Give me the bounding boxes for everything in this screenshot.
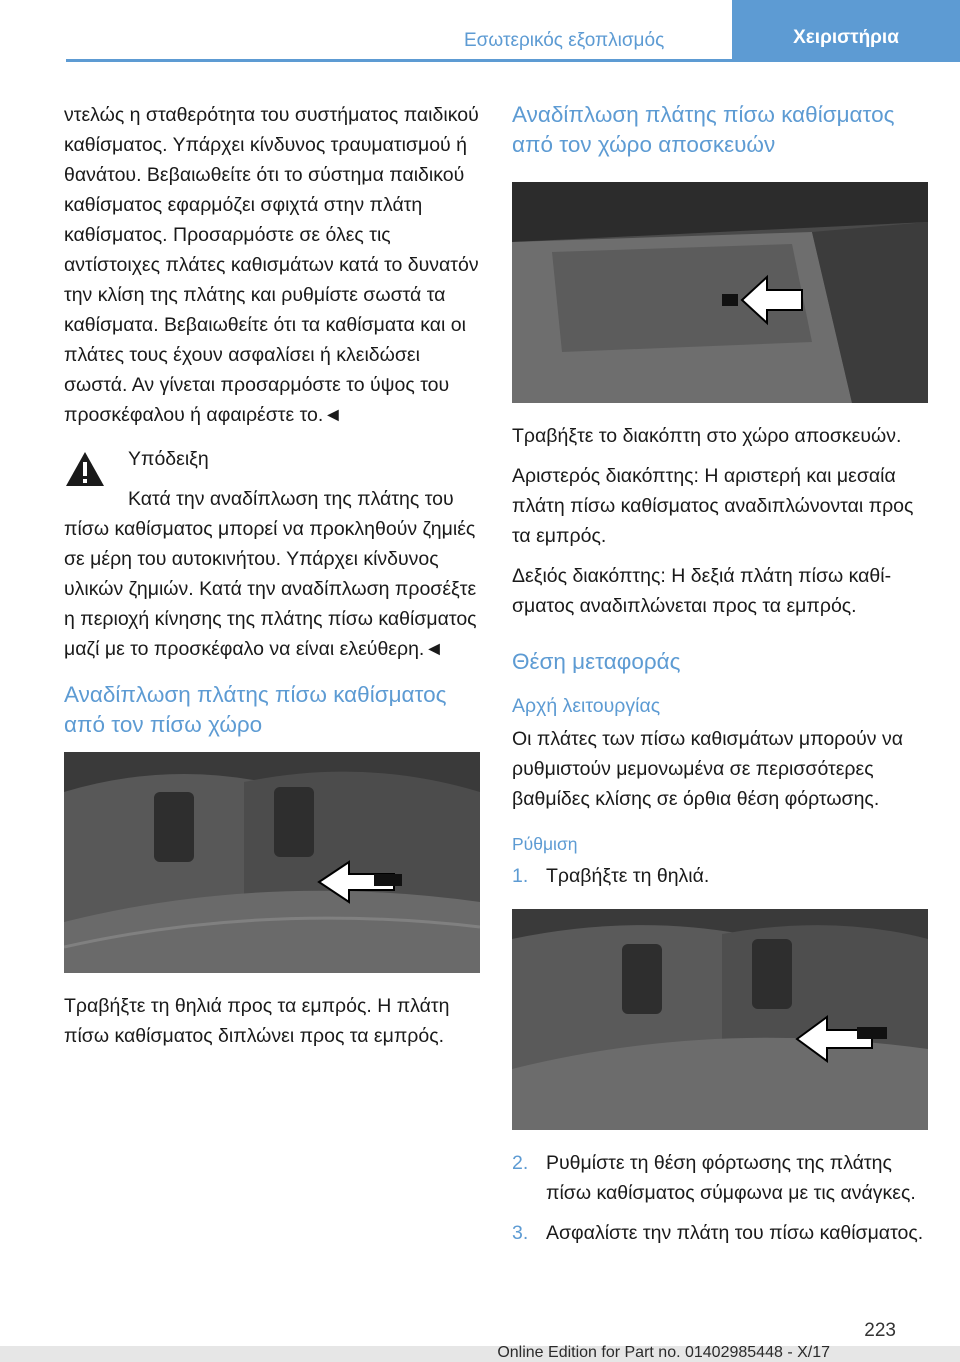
- heading-fold-from-trunk: Αναδίπλωση πλάτης πίσω καθίσματος από τον χώρο αποσκευών: [512, 102, 895, 157]
- caption-pull-loop: Τραβήξτε τη θηλιά προς τα εμπρός. Η πλάτη πίσω καθίσματος διπλώνει προς τα εμπρός.: [64, 995, 450, 1047]
- intro-paragraph: ντελώς η σταθερότητα του συστήματος παιδικού καθίσματος. Υπάρχει κίνδυνος τραυματισμού ή θανάτου. Βεβαιωθείτε ότι το σύστημα παιδικού καθίσματος εφαρμόζει σφιχτά στην πλάτη καθίσματος. Προσαρμόστε σε όλες τις αντίστοιχες πλάτες καθισμάτων κατά το δυνατόν την κλίση της πλάτης και ρυθμίστε σωστά τα καθίσματα. Βεβαιωθείτε ότι τα καθίσματα και οι πλάτες τους έχουν ασφαλίσει ή κλειδώσει σωστά. Αν γίνεται προσαρμόστε το ύψος του προσκέφαλου ή αφαιρέστε το.◄: [64, 104, 479, 426]
- caption-pull-switch: Τραβήξτε το διακόπτη στο χώρο αποσκευών.: [512, 425, 902, 447]
- warning-text: Κατά την αναδίπλωση της πλάτης του πίσω καθίσματος μπορεί να προκληθούν ζημιές σε μέρη του αυτοκινήτου. Υπάρχει κίνδυνος υλικών ζημιών. Κατά την αναδίπλωση προσέξτε η περιοχή κίνησης της πλάτης πίσω καθίσματος μαζί με το προσκέφαλο να είναι ελεύθερη.◄: [64, 488, 477, 660]
- list-item: [512, 861, 928, 891]
- page-footer: [0, 1300, 960, 1362]
- left-column: [64, 100, 480, 1061]
- principle-text: Οι πλάτες των πίσω καθισμάτων μπορούν να ρυθμιστούν μεμονωμένα σε περισσότερες βαθμίδες κλίσης σε όρθια θέση φόρτωσης.: [512, 728, 903, 810]
- step-text: Ρυθμίστε τη θέση φόρτωσης της πλάτης πίσω καθίσματος σύμφωνα με τις ανάγκες.: [546, 1152, 916, 1204]
- step-text: Ασφαλίστε την πλάτη του πίσω καθίσματος.: [546, 1222, 924, 1244]
- steps-list-continued: [512, 1148, 928, 1248]
- edition-text: Online Edition for Part no. 01402985448 - X/17: [497, 1344, 830, 1361]
- header-rule: [66, 59, 960, 62]
- heading-adjustment: Ρύθμιση: [512, 834, 578, 854]
- warning-block: [64, 444, 480, 664]
- trunk-switch-photo: [512, 182, 928, 403]
- list-item: [512, 1218, 928, 1248]
- step-number: 1.: [512, 865, 529, 887]
- seat-loop-photo: [512, 909, 928, 1130]
- right-column: [512, 100, 928, 1258]
- right-switch-text: Δεξιός διακόπτης: Η δεξιά πλάτη πίσω καθίσματος αναδιπλώνεται προς τα εμπρός.: [512, 565, 892, 617]
- rear-seat-photo: [64, 752, 480, 973]
- step-text: Τραβήξτε τη θηλιά.: [546, 865, 710, 887]
- step-number: 2.: [512, 1152, 529, 1174]
- heading-transport-position: Θέση μεταφοράς: [512, 649, 681, 674]
- heading-fold-from-rear: Αναδίπλωση πλάτης πίσω καθίσματος από τον πίσω χώρο: [64, 682, 447, 737]
- chapter-tab: Χειριστήρια: [732, 0, 960, 62]
- page-header: [66, 0, 960, 62]
- warning-icon: [64, 450, 106, 488]
- list-item: [512, 1148, 928, 1208]
- section-title: Εσωτερικός εξοπλισμός: [464, 30, 665, 51]
- page-number: 223: [864, 1320, 896, 1341]
- steps-list: [512, 861, 928, 891]
- warning-title: Υπόδειξη: [128, 448, 209, 470]
- left-switch-text: Αριστερός διακόπτης: Η αριστερή και μεσαία πλάτη πίσω καθίσματος αναδιπλώνονται προς τα εμπρός.: [512, 465, 914, 547]
- step-number: 3.: [512, 1222, 529, 1244]
- heading-principle: Αρχή λειτουργίας: [512, 695, 661, 717]
